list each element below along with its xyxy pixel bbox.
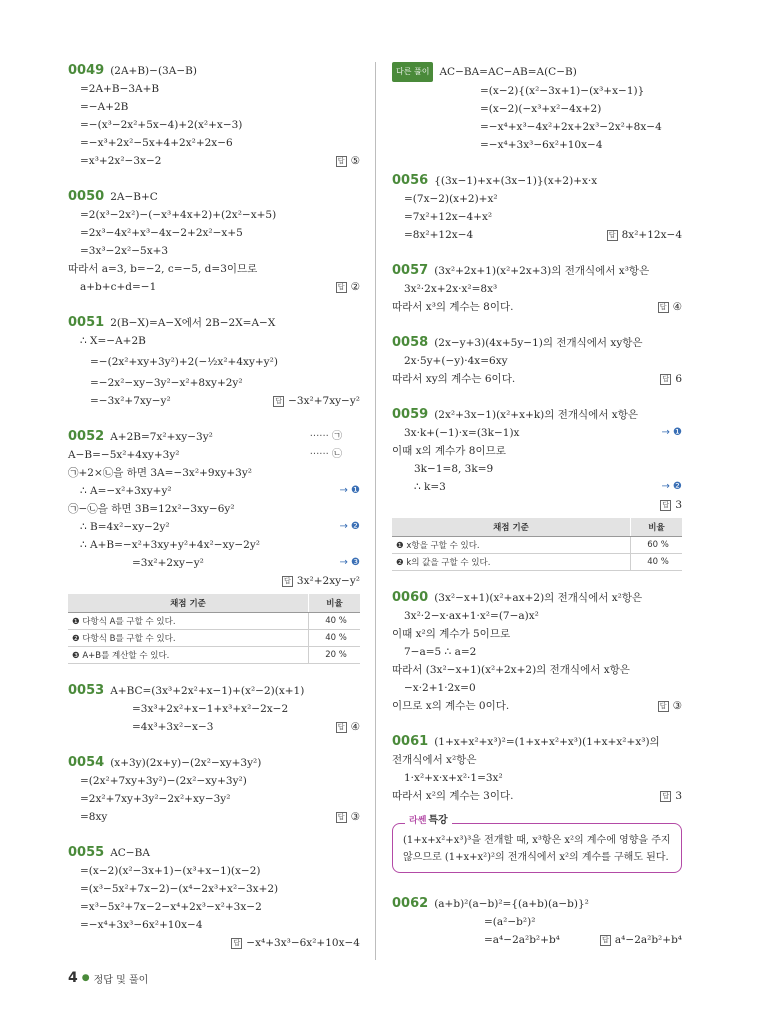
solution-line: =2x³−4x²+x³−4x−2+2x²−x+5 xyxy=(80,227,243,239)
solution-line: A−B=−5x²+4xy+3y² xyxy=(68,449,180,461)
problem-number: 0049 xyxy=(68,63,105,78)
answer-value: 3 xyxy=(675,790,682,802)
solution-line: (a+b)²(a−b)²={(a+b)(a−b)}² xyxy=(434,898,589,910)
problem-number: 0052 xyxy=(68,429,105,444)
solution-line: 1·x²+x·x+x²·1=3x² xyxy=(404,772,503,784)
solution-line: 3x·k+(−1)·x=(3k−1)x xyxy=(404,427,520,439)
solution-line: =(x−2)(x²−3x+1)−(x³+x−1)(x−2) xyxy=(80,865,261,877)
tip-label xyxy=(405,812,452,830)
problem-0051 xyxy=(68,314,360,410)
table-header: 채점 기준 xyxy=(68,594,309,613)
ratio: 40 % xyxy=(631,554,683,571)
answer xyxy=(658,697,682,715)
tip-title: 특강 xyxy=(428,815,448,826)
answer-box-icon: 답 xyxy=(600,935,611,946)
criterion: ❸ A+B를 계산할 수 있다. xyxy=(68,647,309,664)
solution-line: =(7x−2)(x+2)+x² xyxy=(404,193,498,205)
solution-line: =(x−2)(−x³+x²−4x+2) xyxy=(480,103,602,115)
solution-line: AC−BA=AC−AB=A(C−B) xyxy=(439,66,577,78)
answer-box-icon: 답 xyxy=(660,791,671,802)
equation-marker: ······ ㉠ xyxy=(309,431,342,442)
solution-line: =8xy xyxy=(80,811,108,823)
solution-line: =−A+2B xyxy=(80,101,129,113)
solution-line: AC−BA xyxy=(110,847,150,859)
answer-value: 8x²+12x−4 xyxy=(621,229,682,241)
answer-box-icon: 답 xyxy=(336,156,347,167)
answer-value: −3x²+7xy−y² xyxy=(288,395,360,407)
solution-line: =3x³−2x²−5x+3 xyxy=(80,245,169,257)
solution-line: =3x³+2x²+x−1+x³+x²−2x−2 xyxy=(132,703,289,715)
solution-line: 2(B−X)=A−X에서 2B−2X=A−X xyxy=(110,317,276,329)
solution-line: 따라서 xy의 계수는 6이다. xyxy=(392,373,516,385)
solution-line: 전개식에서 x²항은 xyxy=(392,754,477,766)
solution-line: =7x²+12x−4+x² xyxy=(404,211,493,223)
ratio: 40 % xyxy=(309,630,361,647)
solution-line: =8x²+12x−4 xyxy=(404,229,474,241)
step-marker: → ❸ xyxy=(339,557,360,568)
problem-0050 xyxy=(68,188,360,296)
alternative-solution xyxy=(392,62,682,154)
problem-0052 xyxy=(68,428,360,664)
solution-line: ∴ A=−x²+3xy+y² xyxy=(80,485,172,497)
problem-0054 xyxy=(68,754,360,826)
problem-number: 0061 xyxy=(392,734,429,749)
criterion: ❶ 다항식 A를 구할 수 있다. xyxy=(68,613,309,630)
scoring-table xyxy=(392,518,682,571)
step-marker: → ❷ xyxy=(661,481,682,492)
solution-line: 2x·5y+(−y)·4x=6xy xyxy=(404,355,508,367)
solution-line: =x³+2x²−3x−2 xyxy=(80,155,162,167)
answer-value: ② xyxy=(350,281,360,293)
problem-number: 0057 xyxy=(392,263,429,278)
answer-box-icon: 답 xyxy=(658,701,669,712)
solution-line: 3x²·2−x·ax+1·x²=(7−a)x² xyxy=(404,610,539,622)
tip-brand: 라쎈 xyxy=(409,816,427,826)
solution-line: 3k−1=8, 3k=9 xyxy=(414,463,494,475)
answer-box-icon: 답 xyxy=(607,230,618,241)
ratio: 20 % xyxy=(309,647,361,664)
problem-0057 xyxy=(392,262,682,316)
answer-value: ④ xyxy=(350,721,360,733)
solution-line: =2(x³−2x²)−(−x³+4x+2)+(2x²−x+5) xyxy=(80,209,277,221)
answer-box-icon: 답 xyxy=(660,374,671,385)
ratio: 60 % xyxy=(631,537,683,554)
answer xyxy=(336,808,360,826)
solution-line: =(x³−5x²+7x−2)−(x⁴−2x³+x²−3x+2) xyxy=(80,883,279,895)
solution-line: =a⁴−2a²b²+b⁴ xyxy=(484,934,560,946)
tip-text: (1+x+x²+x³)³을 전개할 때, x³항은 x²의 계수에 영향을 주지 않으므로 (1+x+x²)²의 전개식에서 x²의 계수를 구해도 된다. xyxy=(403,835,671,863)
footer-label: 정답 및 풀이 xyxy=(93,974,149,986)
answer-value: ⑤ xyxy=(350,155,360,167)
solution-line: =−x⁴+3x³−6x²+10x−4 xyxy=(480,139,603,151)
problem-0055 xyxy=(68,844,360,952)
solution-line: =4x³+3x²−x−3 xyxy=(132,721,214,733)
problem-number: 0053 xyxy=(68,683,105,698)
solution-line: =2A+B−3A+B xyxy=(80,83,160,95)
solution-line: 따라서 x³의 계수는 8이다. xyxy=(392,301,514,313)
answer-value: 6 xyxy=(675,373,682,385)
answer-box-icon: 답 xyxy=(282,576,293,587)
solution-line: 7−a=5 ∴ a=2 xyxy=(404,646,477,658)
solution-line: 따라서 x²의 계수는 3이다. xyxy=(392,790,514,802)
solution-line: 이므로 x의 계수는 0이다. xyxy=(392,700,510,712)
problem-0059 xyxy=(392,406,682,571)
table-header: 채점 기준 xyxy=(392,518,631,537)
problem-0058 xyxy=(392,334,682,388)
problem-number: 0059 xyxy=(392,407,429,422)
problem-number: 0058 xyxy=(392,335,429,350)
problem-number: 0060 xyxy=(392,590,429,605)
solution-line: =3x²+2xy−y² xyxy=(132,557,204,569)
answer-value: ④ xyxy=(672,301,682,313)
solution-line: =−2x²−xy−3y²−x²+8xy+2y² xyxy=(90,377,243,389)
table-header: 비율 xyxy=(631,518,683,537)
answer-box-icon: 답 xyxy=(273,396,284,407)
solution-line: a+b+c+d=−1 xyxy=(80,281,157,293)
column-divider xyxy=(375,62,376,960)
solution-line: ∴ X=−A+2B xyxy=(80,335,146,347)
answer-box-icon: 답 xyxy=(658,302,669,313)
solution-line: ㉠−㉡을 하면 3B=12x²−3xy−6y² xyxy=(68,503,235,515)
answer xyxy=(660,787,682,805)
answer-value: ③ xyxy=(672,700,682,712)
ratio: 40 % xyxy=(309,613,361,630)
scoring-table xyxy=(68,594,360,664)
answer xyxy=(660,370,682,388)
solution-line: ㉠+2×㉡을 하면 3A=−3x²+9xy+3y² xyxy=(68,467,253,479)
table-row xyxy=(392,537,682,554)
solution-line: =−x⁴+x³−4x²+2x+2x³−2x²+8x−4 xyxy=(480,121,662,133)
problem-number: 0056 xyxy=(392,173,429,188)
solution-line: (2A+B)−(3A−B) xyxy=(110,65,197,77)
problem-number: 0055 xyxy=(68,845,105,860)
solution-line: (x+3y)(2x+y)−(2x²−xy+3y²) xyxy=(110,757,262,769)
solution-line: 3x²·2x+2x·x²=8x³ xyxy=(404,283,498,295)
table-header: 비율 xyxy=(309,594,361,613)
solution-line: =x³−5x²+7x−2−x⁴+2x³−x²+3x−2 xyxy=(80,901,262,913)
answer-value: 3x²+2xy−y² xyxy=(296,575,360,587)
problem-number: 0062 xyxy=(392,896,429,911)
solution-line: 이때 x의 계수가 8이므로 xyxy=(392,445,506,457)
solution-line: =(2x²+7xy+3y²)−(2x²−xy+3y²) xyxy=(80,775,247,787)
equation-marker: ······ ㉡ xyxy=(309,449,342,460)
page-footer xyxy=(68,970,148,986)
criterion: ❷ 다항식 B를 구할 수 있다. xyxy=(68,630,309,647)
solution-line: (2x²+3x−1)(x²+x+k)의 전개식에서 x항은 xyxy=(434,409,639,421)
right-column xyxy=(392,62,682,967)
answer-value: ③ xyxy=(350,811,360,823)
problem-0062 xyxy=(392,895,682,949)
problem-0049 xyxy=(68,62,360,170)
problem-number: 0054 xyxy=(68,755,105,770)
answer xyxy=(660,496,682,514)
table-row xyxy=(68,647,360,664)
solution-line: A+2B=7x²+xy−3y² xyxy=(110,431,213,443)
problem-number: 0051 xyxy=(68,315,105,330)
solution-line: ∴ B=4x²−xy−2y² xyxy=(80,521,170,533)
solution-line: =−x⁴+3x³−6x²+10x−4 xyxy=(80,919,203,931)
solution-line: ∴ k=3 xyxy=(414,481,446,493)
problem-0061 xyxy=(392,733,682,805)
solution-line: A+BC=(3x³+2x²+x−1)+(x²−2)(x+1) xyxy=(110,685,305,697)
solution-line: ∴ A+B=−x²+3xy+y²+4x²−xy−2y² xyxy=(80,539,260,551)
solution-line: (3x²−x+1)(x²+ax+2)의 전개식에서 x²항은 xyxy=(434,592,643,604)
solution-line: 따라서 a=3, b=−2, c=−5, d=3이므로 xyxy=(68,263,258,275)
table-row xyxy=(68,630,360,647)
problem-0053 xyxy=(68,682,360,736)
problem-0060 xyxy=(392,589,682,715)
answer xyxy=(273,392,360,410)
answer-box-icon: 답 xyxy=(336,812,347,823)
table-row xyxy=(68,613,360,630)
answer-box-icon: 답 xyxy=(336,722,347,733)
step-marker: → ❶ xyxy=(661,427,682,438)
page-number: 4 xyxy=(68,970,78,986)
solution-line: (3x²+2x+1)(x²+2x+3)의 전개식에서 x³항은 xyxy=(434,265,650,277)
answer-value: −x⁴+3x³−6x²+10x−4 xyxy=(246,937,360,949)
step-marker: → ❷ xyxy=(339,521,360,532)
answer-box-icon: 답 xyxy=(660,500,671,511)
left-column xyxy=(68,62,360,970)
solution-line: =−3x²+7xy−y² xyxy=(90,395,171,407)
answer-value: a⁴−2a²b²+b⁴ xyxy=(614,934,682,946)
answer-value: 3 xyxy=(675,499,682,511)
solution-line: 따라서 (3x²−x+1)(x²+2x+2)의 전개식에서 x항은 xyxy=(392,664,630,676)
solution-line: =(x−2){(x²−3x+1)−(x³+x−1)} xyxy=(480,85,645,97)
solution-line: (2x−y+3)(4x+5y−1)의 전개식에서 xy항은 xyxy=(434,337,643,349)
criterion: ❶ x항을 구할 수 있다. xyxy=(392,537,631,554)
solution-line: −x·2+1·2x=0 xyxy=(404,682,476,694)
solution-line: =2x²+7xy+3y²−2x²+xy−3y² xyxy=(80,793,231,805)
answer xyxy=(231,934,360,952)
table-row xyxy=(392,554,682,571)
answer xyxy=(607,226,682,244)
problem-number: 0050 xyxy=(68,189,105,204)
answer-box-icon: 답 xyxy=(336,282,347,293)
tip-box xyxy=(392,815,682,873)
solution-line: 이때 x²의 계수가 5이므로 xyxy=(392,628,511,640)
star-icon: ● xyxy=(81,973,90,983)
solution-line: (1+x+x²+x³)²=(1+x+x²+x³)(1+x+x²+x³)의 xyxy=(434,736,660,748)
alt-solution-badge: 다른 풀이 xyxy=(392,62,433,82)
solution-line: {(3x−1)+x+(3x−1)}(x+2)+x·x xyxy=(434,175,598,187)
step-marker: → ❶ xyxy=(339,485,360,496)
solution-line: =−(2x²+xy+3y²)+2(−½x²+4xy+y²) xyxy=(90,356,278,368)
solution-line: 2A−B+C xyxy=(110,191,158,203)
answer xyxy=(336,152,360,170)
solution-line: =−(x³−2x²+5x−4)+2(x²+x−3) xyxy=(80,119,243,131)
solution-line: =(a²−b²)² xyxy=(484,916,536,928)
answer-box-icon: 답 xyxy=(231,938,242,949)
answer xyxy=(336,278,360,296)
answer xyxy=(282,572,360,590)
answer xyxy=(658,298,682,316)
problem-0056 xyxy=(392,172,682,244)
criterion: ❷ k의 값을 구할 수 있다. xyxy=(392,554,631,571)
solution-line: =−x³+2x²−5x+4+2x²+2x−6 xyxy=(80,137,233,149)
answer xyxy=(600,931,682,949)
answer xyxy=(336,718,360,736)
